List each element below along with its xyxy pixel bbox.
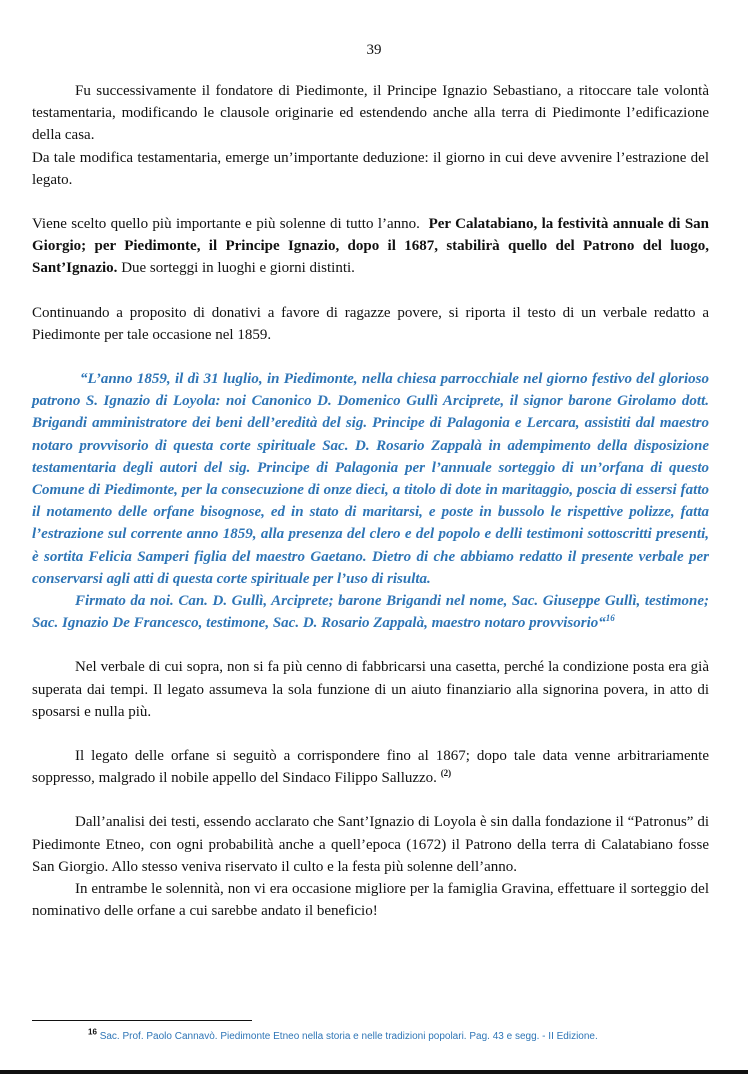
page-bottom-border: [0, 1070, 748, 1074]
paragraph-6: [32, 745, 709, 789]
footnote: [88, 1027, 728, 1042]
quoted-record: [32, 368, 709, 634]
paragraph-1: Fu successivamente il fondatore di Piedimonte, il Principe Ignazio Sebastiano, a ritoccare tale volontà testamentaria, modificando le clausole originarie ed estendendo anche alla terra di Piedimonte l’edificazione della casa.: [32, 83, 709, 144]
page-body: [32, 80, 709, 923]
page-number: 39: [366, 42, 382, 58]
quote-paragraph-2: [32, 590, 709, 634]
paragraph-3-bold: Per Calatabiano, la festività annuale di San Giorgio; per Piedimonte, il Principe Ignazio, dopo il 1687, stabilirà quello del Patrono del luogo, Sant’Ignazio.: [32, 216, 710, 277]
footnote-text: Sac. Prof. Paolo Cannavò. Piedimonte Etneo nella storia e nelle tradizioni popolari. Pag. 43 e segg. - II Edizione.: [99, 1031, 598, 1042]
footnote-separator: [32, 1020, 252, 1021]
paragraph-2: Da tale modifica testamentaria, emerge un’importante deduzione: il giorno in cui deve avvenire l’estrazione del legato.: [32, 149, 709, 188]
footnote-number: 16: [88, 1027, 97, 1037]
footnote-reference[interactable]: 16: [605, 613, 615, 624]
paragraph-3: [32, 213, 709, 280]
note-reference: (2): [440, 768, 452, 779]
quote-paragraph-1: “L’anno 1859, il dì 31 luglio, in Piedimonte, nella chiesa parrocchiale nel giorno festivo del glorioso patrono S. Ignazio di Loyola: noi Canonico D. Domenico Gullì Arciprete, il signor barone Girolamo dott. Brigandi amministratore dei beni dell’eredità del sig. Principe di Palagonia e Lercara, assistiti dal maestro notaro provvisorio di questa corte spirituale Sac. D. Rosario Zappalà in adempimento della disposizione testamentaria degli autori del sig. Principe di Palagonia per l’annuale sorteggio di un’orfana di questo Comune di Piedimonte, per la consecuzione di onze dieci, a titolo di dote in maritaggio, poscia di essersi fatto il notamento delle orfane bisognose, ed in stato di maritarsi, e poste in bussolo le rispettive polizze, fatta l’estrazione sul corrente anno 1859, alla presenza del clero e del popolo e delli testimoni sottoscritti presenti, è sortita Felicia Samperi figlia del maestro Gaetano. Dietro di che abbiamo redatto il presente verbale per conservarsi agli atti di questa corte spirituale per l’uso di risulta.: [32, 371, 709, 587]
paragraph-3-lead: Viene scelto quello più importante e più solenne di tutto l’anno.: [32, 216, 420, 233]
paragraph-3-tail: Due sorteggi in luoghi e giorni distinti.: [121, 260, 355, 277]
paragraph-4: Continuando a proposito di donativi a favore di ragazze povere, si riporta il testo di un verbale redatto a Piedimonte per tale occasione nel 1859.: [32, 304, 709, 343]
paragraph-6-text: Il legato delle orfane si seguitò a corrispondere fino al 1867; dopo tale data venne arbitrariamente soppresso, malgrado il nobile appello del Sindaco Filippo Salluzzo.: [32, 748, 709, 787]
paragraph-5: Nel verbale di cui sopra, non si fa più cenno di fabbricarsi una casetta, perché la condizione posta era già superata dai tempi. Il legato assumeva la sola funzione di un aiuto finanziario alla signorina povera, in atto di sposarsi e nulla più.: [32, 659, 709, 720]
paragraph-7: Dall’analisi dei testi, essendo acclarato che Sant’Ignazio di Loyola è sin dalla fondazione il “Patronus” di Piedimonte Etneo, con ogni probabilità anche a quell’epoca (1672) il Patrono della terra di Calatabiano fosse San Giorgio. Allo stesso veniva riservato il culto e la festa più solenne dell’anno.: [32, 814, 709, 875]
quote-signatures: Firmato da noi. Can. D. Gullì, Arciprete; barone Brigandi nel nome, Sac. Giuseppe Gullì, testimone; Sac. Ignazio De Francesco, testimone, Sac. D. Rosario Zappalà, maestro notaro provvisorio“: [32, 593, 709, 632]
paragraph-8: In entrambe le solennità, non vi era occasione migliore per la famiglia Gravina, effettuare il sorteggio del nominativo delle orfane a cui sarebbe andato il beneficio!: [32, 881, 709, 920]
